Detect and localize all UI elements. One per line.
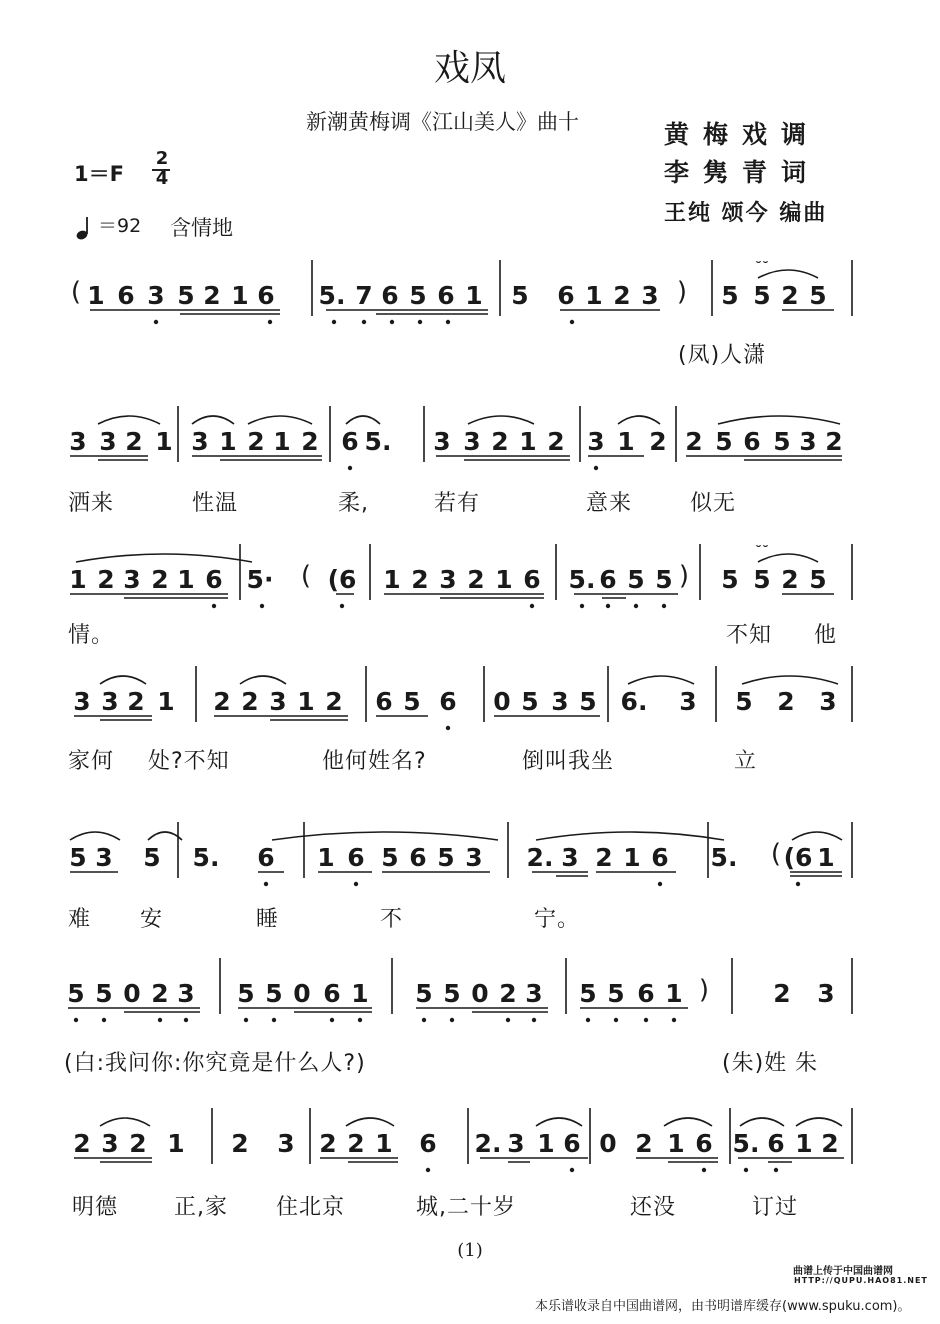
lyric-line-4-seg-3: 他何姓名? <box>322 749 427 774</box>
low-octave-dot-line-6-14 <box>614 1018 618 1022</box>
low-octave-dot-line-6-2 <box>102 1018 106 1022</box>
note-line-2-4: 1 <box>155 427 173 456</box>
note-line-1-15: 6 <box>557 281 575 310</box>
note-line-4-12: 6 <box>439 687 457 716</box>
note-line-5-10: 5 <box>437 843 455 872</box>
lyric-line-1-seg-1: (凤)人潇 <box>678 343 767 368</box>
key-signature: 1＝F <box>74 162 124 186</box>
note-line-5-17: 5. <box>710 843 738 872</box>
slur-line-4-3 <box>628 676 694 684</box>
note-line-4-2: 3 <box>101 687 119 716</box>
note-line-5-8: 5 <box>381 843 399 872</box>
note-line-6-6: 5 <box>237 979 255 1008</box>
note-line-4-18: 3 <box>679 687 697 716</box>
note-line-2-1: 3 <box>69 427 87 456</box>
note-line-5-4: 5. <box>192 843 220 872</box>
paren-line-5-1: ( <box>770 839 782 869</box>
note-line-6-13: 0 <box>471 979 489 1008</box>
note-line-3-13: 1 <box>495 565 513 594</box>
lyric-line-2-seg-2: 性温 <box>192 491 239 516</box>
note-line-7-5: 2 <box>231 1129 249 1158</box>
low-octave-dot-line-3-2 <box>260 604 264 608</box>
note-line-1-19: 5 <box>721 281 739 310</box>
note-line-5-7: 6 <box>347 843 365 872</box>
slur-line-2-2 <box>192 416 234 424</box>
low-octave-dot-line-6-3 <box>158 1018 162 1022</box>
note-line-4-15: 3 <box>551 687 569 716</box>
note-line-5-19: 1 <box>817 843 835 872</box>
low-octave-dot-line-3-4 <box>530 604 534 608</box>
note-line-7-8: 2 <box>347 1129 365 1158</box>
note-line-4-3: 2 <box>127 687 145 716</box>
note-line-2-8: 1 <box>273 427 291 456</box>
page-title: 戏凤 <box>433 48 506 89</box>
note-line-3-17: 5 <box>627 565 645 594</box>
note-line-1-22: 5 <box>809 281 827 310</box>
note-line-1-9: 7 <box>355 281 373 310</box>
note-line-1-14: 5 <box>511 281 529 310</box>
expression-marking: 含情地 <box>170 216 233 240</box>
note-line-2-12: 3 <box>433 427 451 456</box>
note-line-1-16: 1 <box>585 281 603 310</box>
low-octave-dot-line-6-4 <box>184 1018 188 1022</box>
note-line-2-16: 2 <box>547 427 565 456</box>
slur-line-7-1 <box>100 1118 150 1126</box>
note-line-6-15: 3 <box>525 979 543 1008</box>
note-line-6-18: 6 <box>637 979 655 1008</box>
lyric-line-7-seg-5: 还没 <box>630 1195 677 1220</box>
note-line-5-1: 5 <box>69 843 87 872</box>
lyric-line-5-seg-3: 睡 <box>256 907 280 932</box>
note-line-4-19: 5 <box>735 687 753 716</box>
paren-line-3-1: ( <box>300 561 312 591</box>
note-line-2-13: 3 <box>463 427 481 456</box>
slur-line-2-7 <box>718 416 840 424</box>
time-signature-bottom: 4 <box>155 168 169 189</box>
note-line-5-11: 3 <box>465 843 483 872</box>
note-line-7-19: 5. <box>732 1129 760 1158</box>
low-octave-dot-line-1-7 <box>446 320 450 324</box>
note-line-7-15: 0 <box>599 1129 617 1158</box>
note-line-7-2: 3 <box>101 1129 119 1158</box>
note-line-6-17: 5 <box>607 979 625 1008</box>
note-line-4-11: 5 <box>403 687 421 716</box>
lyric-line-5-seg-1: 难 <box>68 907 92 932</box>
lyric-line-4-seg-2: 处?不知 <box>148 749 230 774</box>
note-line-7-3: 2 <box>129 1129 147 1158</box>
subtitle: 新潮黄梅调《江山美人》曲十 <box>306 110 579 134</box>
ornament-mark-2: ˘˘ <box>755 544 769 560</box>
note-line-7-14: 6 <box>563 1129 581 1158</box>
slur-line-5-1 <box>70 832 120 840</box>
note-line-7-4: 1 <box>167 1129 185 1158</box>
note-line-3-16: 6 <box>599 565 617 594</box>
note-line-6-16: 5 <box>579 979 597 1008</box>
note-line-2-24: 3 <box>799 427 817 456</box>
paren-line-1-2: ) <box>676 277 688 307</box>
lyric-line-2-seg-3: 柔, <box>338 491 369 516</box>
note-line-3-21: 2 <box>781 565 799 594</box>
note-line-5-13: 3 <box>561 843 579 872</box>
note-line-3-1: 1 <box>69 565 87 594</box>
lyric-line-7-seg-2: 正,家 <box>174 1195 228 1220</box>
slur-line-2-3 <box>248 416 312 424</box>
low-octave-dot-line-6-6 <box>272 1018 276 1022</box>
low-octave-dot-line-1-2 <box>268 320 272 324</box>
slur-line-4-2 <box>240 676 286 684</box>
note-line-5-3: 5 <box>143 843 161 872</box>
note-line-5-18: (6 <box>783 843 813 872</box>
note-line-3-6: 6 <box>205 565 223 594</box>
low-octave-dot-line-1-4 <box>362 320 366 324</box>
note-line-5-12: 2. <box>526 843 554 872</box>
low-octave-dot-line-1-1 <box>154 320 158 324</box>
footer-source: 本乐谱收录自中国曲谱网，由书明谱库缓存(www.spuku.com)。 <box>535 1299 911 1314</box>
lyric-line-4-seg-4: 倒叫我坐 <box>522 749 615 774</box>
low-octave-dot-line-3-5 <box>580 604 584 608</box>
note-line-6-8: 0 <box>293 979 311 1008</box>
note-line-3-10: 2 <box>411 565 429 594</box>
lyric-line-2-seg-6: 似无 <box>690 491 737 516</box>
note-line-7-7: 2 <box>319 1129 337 1158</box>
lyric-line-7-seg-3: 住北京 <box>276 1195 346 1220</box>
note-line-3-3: 3 <box>123 565 141 594</box>
note-line-7-13: 1 <box>537 1129 555 1158</box>
low-octave-dot-line-6-10 <box>450 1018 454 1022</box>
note-line-6-10: 1 <box>351 979 369 1008</box>
note-line-6-2: 5 <box>95 979 113 1008</box>
low-octave-dot-line-5-3 <box>658 882 662 886</box>
slur-line-4-4 <box>742 676 838 684</box>
note-line-4-5: 2 <box>213 687 231 716</box>
note-line-3-7: 5· <box>246 565 274 594</box>
note-line-2-14: 2 <box>491 427 509 456</box>
low-octave-dot-line-6-15 <box>644 1018 648 1022</box>
note-line-1-4: 5 <box>177 281 195 310</box>
note-line-2-7: 2 <box>247 427 265 456</box>
note-line-4-4: 1 <box>157 687 175 716</box>
lyric-line-7-seg-1: 明德 <box>72 1195 119 1220</box>
low-octave-dot-line-1-8 <box>570 320 574 324</box>
note-line-7-16: 2 <box>635 1129 653 1158</box>
slur-line-3-1 <box>76 554 252 562</box>
low-octave-dot-line-6-12 <box>532 1018 536 1022</box>
slur-line-2-5 <box>468 416 534 424</box>
note-line-2-19: 2 <box>649 427 667 456</box>
low-octave-dot-line-2-2 <box>594 466 598 470</box>
slur-line-5-4 <box>536 832 724 840</box>
note-line-6-1: 5 <box>67 979 85 1008</box>
slur-line-5-5 <box>792 832 842 840</box>
slur-line-7-2 <box>346 1118 394 1126</box>
note-line-6-9: 6 <box>323 979 341 1008</box>
note-line-7-12: 3 <box>507 1129 525 1158</box>
note-line-5-9: 6 <box>409 843 427 872</box>
paren-line-6-1: ) <box>698 975 710 1005</box>
lyric-line-3-seg-2: 不知 <box>726 623 773 648</box>
credit-composer: 黄梅戏调 <box>664 120 821 149</box>
note-line-4-20: 2 <box>777 687 795 716</box>
lyric-line-7-seg-4: 城,二十岁 <box>416 1195 516 1220</box>
low-octave-dot-line-6-9 <box>422 1018 426 1022</box>
note-line-2-9: 2 <box>301 427 319 456</box>
slur-line-4-1 <box>100 676 146 684</box>
note-line-2-10: 6 <box>341 427 359 456</box>
note-line-3-9: 1 <box>383 565 401 594</box>
note-line-6-11: 5 <box>415 979 433 1008</box>
note-line-4-10: 6 <box>375 687 393 716</box>
lyric-line-4-seg-1: 家何 <box>68 749 115 774</box>
note-line-2-22: 6 <box>743 427 761 456</box>
note-line-3-11: 3 <box>439 565 457 594</box>
note-line-6-21: 3 <box>817 979 835 1008</box>
note-line-2-21: 5 <box>715 427 733 456</box>
lyric-line-4-seg-5: 立 <box>734 749 758 774</box>
low-octave-dot-line-7-2 <box>570 1168 574 1172</box>
ornament-mark-1: ˘˘ <box>755 260 769 276</box>
note-line-2-25: 2 <box>825 427 843 456</box>
low-octave-dot-line-7-5 <box>774 1168 778 1172</box>
note-line-4-13: 0 <box>493 687 511 716</box>
note-line-7-21: 1 <box>795 1129 813 1158</box>
lyric-line-6-seg-2: (朱)姓 朱 <box>722 1051 819 1076</box>
note-line-5-15: 1 <box>623 843 641 872</box>
low-octave-dot-line-7-3 <box>702 1168 706 1172</box>
note-line-6-14: 2 <box>499 979 517 1008</box>
lyric-line-3-seg-1: 情。 <box>68 623 115 648</box>
note-line-5-14: 2 <box>595 843 613 872</box>
lyric-line-3-seg-3: 他 <box>814 623 838 648</box>
slur-line-2-1 <box>98 416 160 424</box>
note-line-1-12: 6 <box>437 281 455 310</box>
note-line-4-9: 2 <box>325 687 343 716</box>
slur-line-5-3 <box>272 832 498 840</box>
note-line-3-12: 2 <box>467 565 485 594</box>
note-line-3-18: 5 <box>655 565 673 594</box>
slur-line-5-2 <box>148 832 182 840</box>
paren-line-3-2: ) <box>678 561 690 591</box>
note-line-2-15: 1 <box>519 427 537 456</box>
lyric-line-6-seg-1: (白:我问你:你究竟是什么人?) <box>64 1051 366 1076</box>
note-line-7-9: 1 <box>375 1129 393 1158</box>
lyric-line-5-seg-2: 安 <box>140 907 164 932</box>
note-line-6-3: 0 <box>123 979 141 1008</box>
slur-line-7-5 <box>740 1118 784 1126</box>
credit-arranger: 王纯 颂今 编曲 <box>664 200 828 226</box>
note-line-1-13: 1 <box>465 281 483 310</box>
note-line-1-1: 1 <box>87 281 105 310</box>
low-octave-dot-line-2-1 <box>348 466 352 470</box>
note-line-2-20: 2 <box>685 427 703 456</box>
note-line-1-11: 5 <box>409 281 427 310</box>
note-line-1-17: 2 <box>613 281 631 310</box>
low-octave-dot-line-6-11 <box>506 1018 510 1022</box>
lyric-line-2-seg-4: 若有 <box>434 491 481 516</box>
tempo-marking: ＝92 <box>98 215 142 237</box>
low-octave-dot-line-3-3 <box>340 604 344 608</box>
page-number: (1) <box>457 1240 483 1261</box>
low-octave-dot-line-6-8 <box>358 1018 362 1022</box>
note-line-1-18: 3 <box>641 281 659 310</box>
note-line-4-14: 5 <box>521 687 539 716</box>
low-octave-dot-line-6-7 <box>330 1018 334 1022</box>
note-line-1-20: 5 <box>753 281 771 310</box>
note-line-7-6: 3 <box>277 1129 295 1158</box>
note-line-6-12: 5 <box>443 979 461 1008</box>
note-line-4-16: 5 <box>579 687 597 716</box>
note-line-4-17: 6. <box>620 687 648 716</box>
upload-url: HTTP://QUPU.HAO81.NET <box>794 1276 928 1285</box>
slur-line-7-4 <box>664 1118 712 1126</box>
paren-line-1-1: ( <box>70 277 82 307</box>
time-signature-top: 2 <box>155 148 169 169</box>
low-octave-dot-line-3-1 <box>212 604 216 608</box>
low-octave-dot-line-7-1 <box>426 1168 430 1172</box>
note-line-2-5: 3 <box>191 427 209 456</box>
note-line-3-22: 5 <box>809 565 827 594</box>
low-octave-dot-line-3-7 <box>634 604 638 608</box>
low-octave-dot-line-3-8 <box>662 604 666 608</box>
note-line-3-5: 1 <box>177 565 195 594</box>
low-octave-dot-line-5-2 <box>354 882 358 886</box>
low-octave-dot-line-1-3 <box>332 320 336 324</box>
note-line-2-17: 3 <box>587 427 605 456</box>
note-line-3-14: 6 <box>523 565 541 594</box>
note-line-7-22: 2 <box>821 1129 839 1158</box>
slur-line-2-4 <box>346 416 380 424</box>
note-line-5-16: 6 <box>651 843 669 872</box>
note-line-6-7: 5 <box>265 979 283 1008</box>
note-line-4-1: 3 <box>73 687 91 716</box>
low-octave-dot-line-3-6 <box>606 604 610 608</box>
low-octave-dot-line-5-4 <box>796 882 800 886</box>
note-line-4-8: 1 <box>297 687 315 716</box>
low-octave-dot-line-6-13 <box>586 1018 590 1022</box>
note-line-1-8: 5. <box>318 281 346 310</box>
low-octave-dot-line-1-5 <box>390 320 394 324</box>
note-line-7-11: 2. <box>474 1129 502 1158</box>
note-line-6-5: 3 <box>177 979 195 1008</box>
lyric-line-2-seg-5: 意来 <box>586 491 633 516</box>
low-octave-dot-line-6-5 <box>244 1018 248 1022</box>
note-line-3-15: 5. <box>568 565 596 594</box>
note-line-5-5: 6 <box>257 843 275 872</box>
note-line-2-2: 3 <box>99 427 117 456</box>
low-octave-dot-line-6-1 <box>74 1018 78 1022</box>
slur-line-7-3 <box>536 1118 582 1126</box>
lyric-line-5-seg-4: 不 <box>380 907 404 932</box>
note-line-2-6: 1 <box>219 427 237 456</box>
note-line-4-6: 2 <box>241 687 259 716</box>
note-line-6-20: 2 <box>773 979 791 1008</box>
note-line-7-1: 2 <box>73 1129 91 1158</box>
upload-note: 曲谱上传于中国曲谱网 <box>793 1266 893 1277</box>
note-line-1-2: 6 <box>117 281 135 310</box>
low-octave-dot-line-4-1 <box>446 726 450 730</box>
low-octave-dot-line-5-1 <box>264 882 268 886</box>
lyric-line-2-seg-1: 洒来 <box>68 491 115 516</box>
note-line-7-10: 6 <box>419 1129 437 1158</box>
note-line-2-18: 1 <box>617 427 635 456</box>
note-line-1-10: 6 <box>381 281 399 310</box>
lyric-line-5-seg-5: 宁。 <box>534 907 581 932</box>
note-line-1-6: 1 <box>231 281 249 310</box>
note-line-2-3: 2 <box>125 427 143 456</box>
note-line-7-20: 6 <box>767 1129 785 1158</box>
note-line-3-8: (6 <box>327 565 357 594</box>
note-line-4-7: 3 <box>269 687 287 716</box>
note-line-4-21: 3 <box>819 687 837 716</box>
lyric-line-7-seg-6: 订过 <box>752 1195 799 1220</box>
low-octave-dot-line-7-4 <box>744 1168 748 1172</box>
note-line-1-5: 2 <box>203 281 221 310</box>
note-line-1-3: 3 <box>147 281 165 310</box>
note-line-3-19: 5 <box>721 565 739 594</box>
note-line-7-17: 1 <box>667 1129 685 1158</box>
note-line-3-4: 2 <box>151 565 169 594</box>
note-line-2-23: 5 <box>773 427 791 456</box>
slur-line-2-6 <box>618 416 660 424</box>
note-line-1-21: 2 <box>781 281 799 310</box>
note-line-7-18: 6 <box>695 1129 713 1158</box>
credit-lyricist: 李隽青词 <box>664 158 821 187</box>
slur-line-7-6 <box>796 1118 842 1126</box>
low-octave-dot-line-1-6 <box>418 320 422 324</box>
note-line-5-2: 3 <box>95 843 113 872</box>
note-line-5-6: 1 <box>317 843 335 872</box>
note-line-1-7: 6 <box>257 281 275 310</box>
note-line-3-20: 5 <box>753 565 771 594</box>
note-line-6-4: 2 <box>151 979 169 1008</box>
note-line-2-11: 5. <box>364 427 392 456</box>
note-line-3-2: 2 <box>97 565 115 594</box>
low-octave-dot-line-6-16 <box>672 1018 676 1022</box>
note-line-6-19: 1 <box>665 979 683 1008</box>
